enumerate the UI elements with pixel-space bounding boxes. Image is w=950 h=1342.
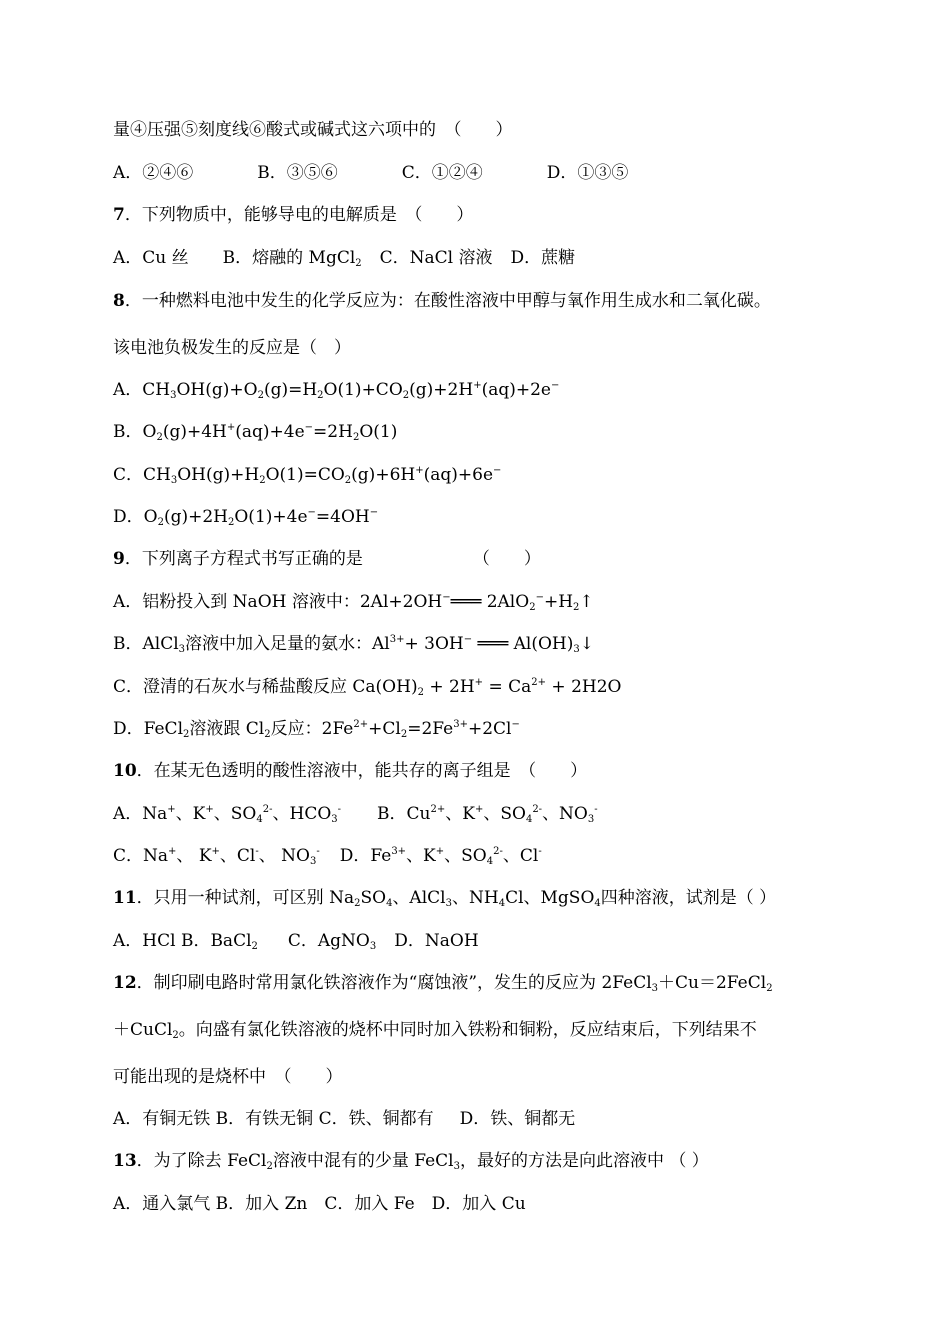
q12-stem: 12．制印刷电路时常用氯化铁溶液作为“腐蚀液”，发生的反应为 2FeCl$_3$＋Cu＝2FeCl$_2$ — [113, 973, 773, 994]
q9-option-c: C．澄清的石灰水与稀盐酸反应 $Ca(OH)_2 + 2H^+ = Ca^{2+} + 2H2O$ — [113, 677, 622, 698]
q12-stem-cont: ＋CuCl$_2$。向盛有氯化铁溶液的烧杯中同时加入铁粉和铜粉，反应结束后，下列结果不 — [113, 1020, 757, 1041]
q12-stem-end: 可能出现的是烧杯中 （ ） — [113, 1067, 343, 1087]
q6-stem-tail: 量④压强⑤刻度线⑥酸式或碱式这六项中的 （ ） — [113, 120, 513, 140]
q9-option-d: D．FeCl$_2$溶液跟 $Cl_2$反应：$2Fe^{2+}+Cl_2=2Fe^{3+}+2Cl^-$ — [113, 719, 520, 740]
q10-options-ab: A．Na+、K+、$SO_4^{2-}$、$HCO_3^-$ B．$Cu^{2+}$、K+、$SO_4^{2-}$、$NO_3^-$ — [113, 804, 598, 825]
q13-stem: 13．为了除去 FeCl$_2$溶液中混有的少量 FeCl$_3$，最好的方法是向此溶液中 （ ） — [113, 1151, 709, 1172]
q9-option-a: A．铝粉投入到 NaOH 溶液中：2Al+2OH−═══ $2AlO_2^-+H_2↑$ — [113, 592, 594, 613]
q11-stem: 11．只用一种试剂，可区别 $Na_2SO_4$、AlCl$_3$、$NH_4Cl$、MgSO$_4$四种溶液，试剂是（ ） — [113, 888, 777, 909]
q13-options: A．通入氯气 B．加入 Zn C．加入 Fe D．加入 Cu — [113, 1194, 526, 1214]
q8-option-a: A．$CH_3OH(g)+O_2(g)=H_2O(1)+CO_2(g)+2H^+(aq)+2e^-$ — [113, 380, 560, 401]
q8-option-d: D．$O_2(g)+2H_2O(1)+4e^-=4OH^-$ — [113, 507, 379, 528]
q12-options: A．有铜无铁 B．有铁无铜 C．铁、铜都有 D．铁、铜都无 — [113, 1109, 576, 1129]
q10-options-cd: C．Na+、 K+、Cl-、 $NO_3^-$ D．$Fe^{3+}$、K+、$SO_4^{2-}$、Cl- — [113, 846, 542, 867]
q7-stem: 7．下列物质中，能够导电的电解质是 （ ） — [113, 205, 474, 225]
q8-option-b: B．$O_2(g)+4H^+(aq)+4e^-=2H_2O(1)$ — [113, 422, 398, 443]
q8-stem-cont: 该电池负极发生的反应是（ ） — [113, 338, 351, 358]
q9-option-b: B．AlCl$_3$溶液中加入足量的氨水：$Al^{3+}+ 3OH^-$ ═══ $Al(OH)_3↓$ — [113, 634, 595, 655]
q10-stem: 10．在某无色透明的酸性溶液中，能共存的离子组是 （ ） — [113, 761, 588, 781]
q7-options: A．Cu 丝 B．熔融的 MgCl$_2$ C．NaCl 溶液 D．蔗糖 — [113, 248, 576, 269]
q8-option-c: C．$CH_3OH(g)+H_2O(1)=CO_2(g)+6H^+(aq)+6e^-$ — [113, 465, 502, 486]
q11-options: A．HCl B．BaCl$_2$ C．AgNO$_3$ D．NaOH — [113, 931, 479, 952]
q6-options: A．②④⑥ B．③⑤⑥ C．①②④ D．①③⑤ — [113, 163, 629, 183]
q9-stem: 9．下列离子方程式书写正确的是 （ ） — [113, 549, 541, 569]
q8-stem: 8．一种燃料电池中发生的化学反应为：在酸性溶液中甲醇与氧作用生成水和二氧化碳。 — [113, 291, 771, 311]
